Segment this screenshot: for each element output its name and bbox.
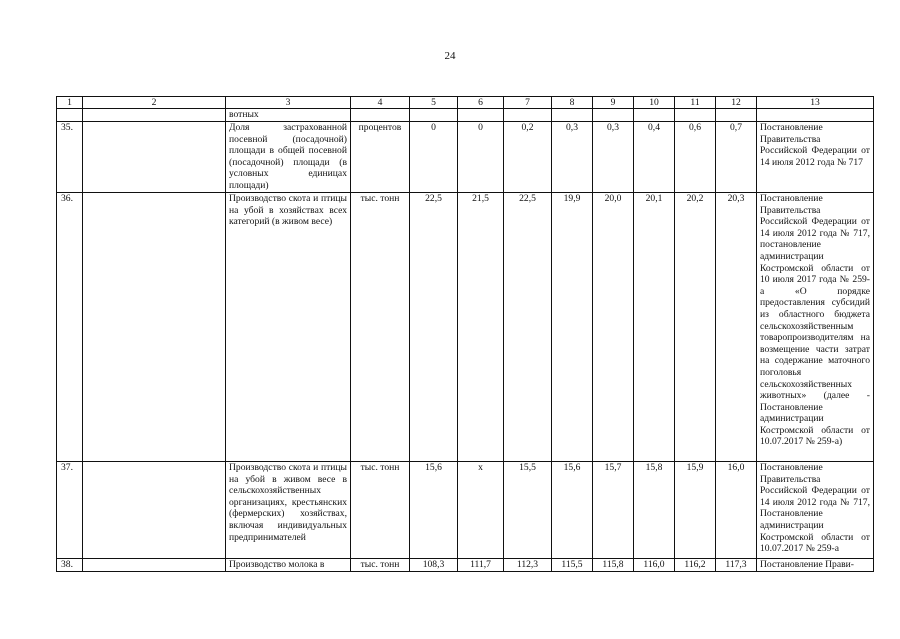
cell-value <box>675 109 716 122</box>
column-number: 9 <box>593 97 634 109</box>
column-number: 6 <box>458 97 504 109</box>
row-number: 37. <box>57 462 83 559</box>
indicator-value: 20,0 <box>593 193 634 462</box>
table-row <box>57 559 874 572</box>
legal-basis: Постановление Правительства Российской Федерации от 14 июля 2012 года № 717, Постановление администрации Костромской области от 10.07.2017 № 259-а <box>757 462 874 559</box>
indicator-name: Производство скота и птицы на убой в живом весе в сельскохозяйственных организациях, крестьянских (фермерских) хозяйствах, включая индивидуальных предпринимателей <box>226 462 351 559</box>
indicator-value: 115,8 <box>593 559 634 572</box>
indicator-value: 0,3 <box>593 122 634 193</box>
indicator-value: 111,7 <box>458 559 504 572</box>
indicator-value: 15,9 <box>675 462 716 559</box>
indicator-value: 15,6 <box>410 462 458 559</box>
indicator-value: 21,5 <box>458 193 504 462</box>
unit: процентов <box>351 122 410 193</box>
indicator-value: x <box>458 462 504 559</box>
indicator-value: 116,2 <box>675 559 716 572</box>
indicator-value: 15,6 <box>552 462 593 559</box>
column-number: 4 <box>351 97 410 109</box>
table-row <box>57 462 874 559</box>
column-number: 12 <box>716 97 757 109</box>
unit: тыс. тонн <box>351 559 410 572</box>
table-row <box>57 193 874 462</box>
row-number: 38. <box>57 559 83 572</box>
indicator-value: 22,5 <box>504 193 552 462</box>
cell-basis <box>757 109 874 122</box>
cell-col2 <box>83 109 226 122</box>
column-number: 10 <box>634 97 675 109</box>
indicator-value: 20,3 <box>716 193 757 462</box>
indicator-value: 116,0 <box>634 559 675 572</box>
column-number: 5 <box>410 97 458 109</box>
indicator-value: 115,5 <box>552 559 593 572</box>
indicator-value: 19,9 <box>552 193 593 462</box>
continuation-row <box>57 109 874 122</box>
indicator-value: 117,3 <box>716 559 757 572</box>
indicator-name: Доля застрахованной посевной (посадочной) площади в общей посевной (посадочной) площади (в условных единицах площади) <box>226 122 351 193</box>
indicator-name: Производство молока в <box>226 559 351 572</box>
row-col2 <box>83 559 226 572</box>
cell-num <box>57 109 83 122</box>
cell-value <box>410 109 458 122</box>
indicator-value: 0,3 <box>552 122 593 193</box>
indicator-value: 0,6 <box>675 122 716 193</box>
column-number: 8 <box>552 97 593 109</box>
indicator-value: 0,4 <box>634 122 675 193</box>
table-row <box>57 122 874 193</box>
cell-unit <box>351 109 410 122</box>
indicator-value: 108,3 <box>410 559 458 572</box>
row-number: 36. <box>57 193 83 462</box>
column-number: 3 <box>226 97 351 109</box>
indicator-value: 20,1 <box>634 193 675 462</box>
column-number: 13 <box>757 97 874 109</box>
cell-value <box>552 109 593 122</box>
column-number: 11 <box>675 97 716 109</box>
cell-value <box>716 109 757 122</box>
column-number: 7 <box>504 97 552 109</box>
row-number: 35. <box>57 122 83 193</box>
indicator-value: 15,5 <box>504 462 552 559</box>
indicator-value: 15,8 <box>634 462 675 559</box>
column-number-row <box>57 97 874 109</box>
page-number: 24 <box>444 50 456 62</box>
indicator-value: 0 <box>410 122 458 193</box>
cell-value <box>458 109 504 122</box>
row-col2 <box>83 122 226 193</box>
unit: тыс. тонн <box>351 462 410 559</box>
legal-basis: Постановление Прави- <box>757 559 874 572</box>
cell-value <box>504 109 552 122</box>
cell-value <box>634 109 675 122</box>
indicator-value: 0,2 <box>504 122 552 193</box>
indicators-table <box>56 96 874 572</box>
indicator-name: Производство скота и птицы на убой в хозяйствах всех категорий (в живом весе) <box>226 193 351 462</box>
indicator-value: 0 <box>458 122 504 193</box>
legal-basis: Постановление Правительства Российской Федерации от 14 июля 2012 года № 717 <box>757 122 874 193</box>
row-col2 <box>83 193 226 462</box>
cell-value <box>593 109 634 122</box>
indicator-value: 20,2 <box>675 193 716 462</box>
indicator-value: 112,3 <box>504 559 552 572</box>
column-number: 2 <box>83 97 226 109</box>
indicator-value: 22,5 <box>410 193 458 462</box>
column-number: 1 <box>57 97 83 109</box>
indicator-value: 0,7 <box>716 122 757 193</box>
indicator-value: 15,7 <box>593 462 634 559</box>
legal-basis: Постановление Правительства Российской Федерации от 14 июля 2012 года № 717, постановление администрации Костромской области от 10 июля 2017 года № 259-а «О порядке предоставления субсидий из областного бюджета сельскохозяйственным товаропроизводителям на возмещение части затрат на содержание маточного поголовья сельскохозяйственных животных» (далее - Постановление администрации Костромской области от 10.07.2017 № 259-а) <box>757 193 874 462</box>
row-col2 <box>83 462 226 559</box>
indicator-value: 16,0 <box>716 462 757 559</box>
unit: тыс. тонн <box>351 193 410 462</box>
indicator-name: вотных <box>226 109 351 122</box>
